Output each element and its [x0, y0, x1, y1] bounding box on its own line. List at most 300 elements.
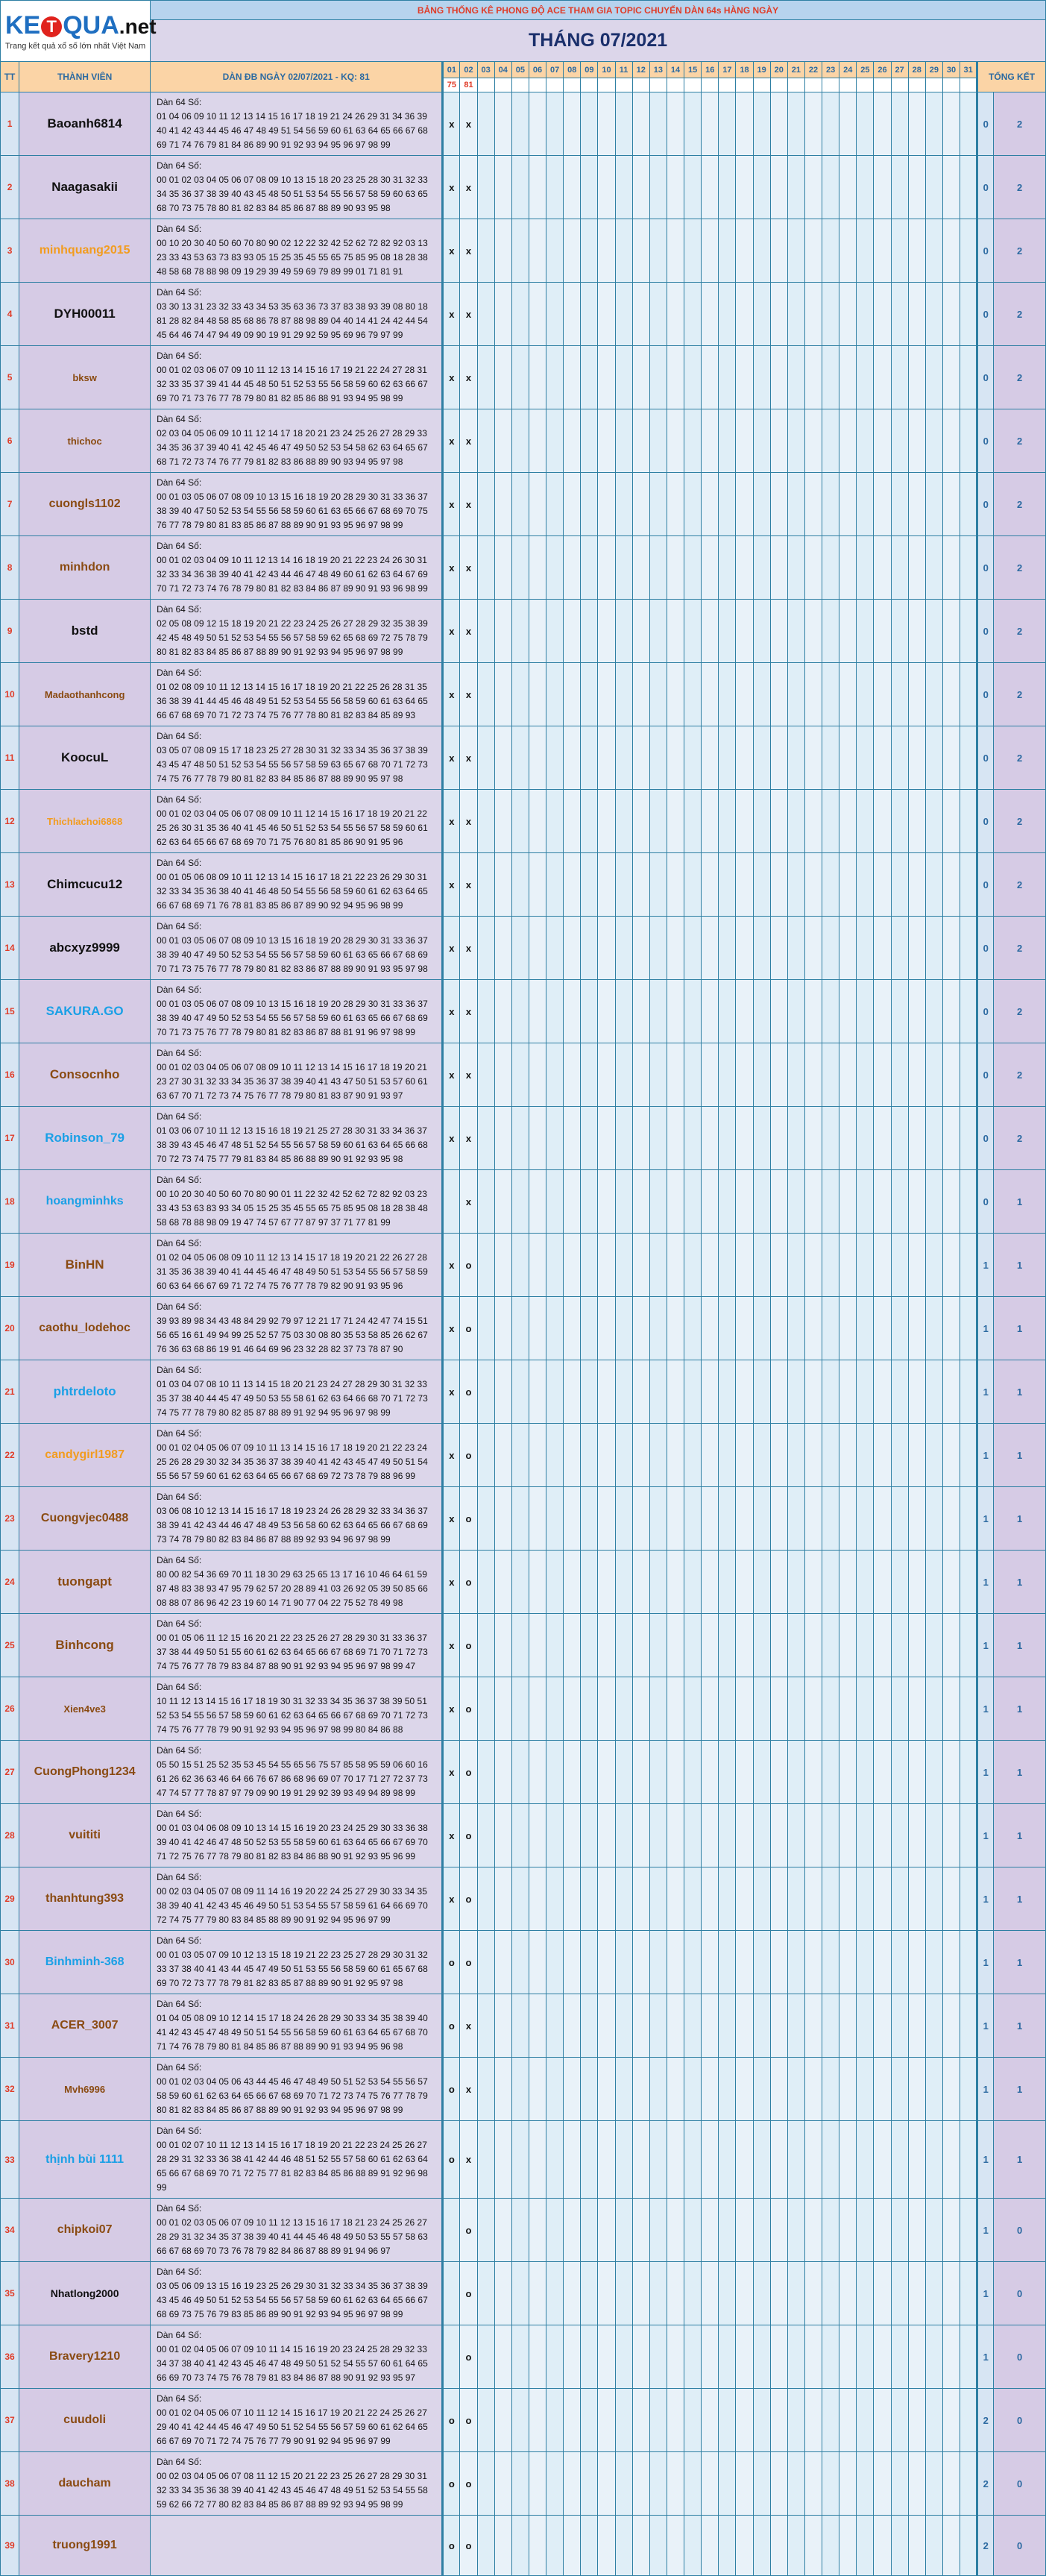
- day-cell: x: [460, 1994, 477, 2058]
- day-cell: [719, 2199, 736, 2262]
- day-cell: [874, 1804, 891, 1867]
- day-cell: x: [460, 726, 477, 790]
- day-cell: [598, 2452, 615, 2516]
- total-score: 2: [994, 853, 1046, 917]
- day-cell: [874, 1107, 891, 1170]
- day-cell: [632, 790, 649, 853]
- total-score: 1: [994, 1234, 1046, 1297]
- logo-text-ke: KE: [5, 10, 41, 40]
- day-cell: [649, 2325, 667, 2389]
- day-cell: [857, 1804, 874, 1867]
- member-name[interactable]: truong1991: [19, 2516, 151, 2576]
- day-cell: [804, 1234, 822, 1297]
- day-cell: [649, 219, 667, 283]
- day-cell: [684, 1234, 702, 1297]
- day-cell: [511, 726, 529, 790]
- day-cell: [804, 1360, 822, 1424]
- day-cell: x: [460, 600, 477, 663]
- dan-label: Dàn 64 Số:: [157, 858, 202, 868]
- day-cell: [581, 790, 598, 853]
- day-cell: [615, 1424, 632, 1487]
- day-cell: [598, 1107, 615, 1170]
- dan-number-list: 01 03 06 07 10 11 12 13 15 16 18 19 21 25 27 28 30 31 33 34 36 37 38 39 43 45 46 47 48 51 52 54 55 56 57 58 59 60 61 63 64 65 66 68 70 72 73 74 75 77 79 81 83 84 85 86 88 89 90 91 92 93 95 98: [157, 1125, 428, 1164]
- day-cell: [494, 600, 511, 663]
- member-name[interactable]: phtrdeloto: [19, 1360, 151, 1424]
- member-name[interactable]: Cuongvjec0488: [19, 1487, 151, 1551]
- day-cell: [615, 2452, 632, 2516]
- dan-label: Dàn 64 Số:: [157, 477, 202, 488]
- day-cell: [632, 1170, 649, 1234]
- dan-numbers: [151, 1234, 443, 1297]
- day-cell: [615, 346, 632, 409]
- day-cell: [477, 2452, 494, 2516]
- day-cell: [753, 790, 770, 853]
- day-cell: [719, 1867, 736, 1931]
- day-cell: [787, 726, 804, 790]
- member-name[interactable]: cuudoli: [19, 2389, 151, 2452]
- dan-numbers: [151, 1424, 443, 1487]
- day-cell: [942, 2262, 960, 2325]
- day-cell: [960, 1931, 977, 1994]
- day-cell: x: [443, 663, 460, 726]
- dan-number-list: 00 01 03 05 06 07 08 09 10 13 15 16 18 19 20 28 29 30 31 33 36 37 38 39 40 47 49 50 52 53 54 55 56 57 58 59 60 61 63 65 66 67 68 69 70 71 73 75 76 77 78 79 80 81 82 83 86 87 88 89 90 91 93 95 97 98: [157, 935, 428, 974]
- day-cell: [787, 219, 804, 283]
- day-cell: [615, 409, 632, 473]
- dan-label: Dàn 64 Số:: [157, 1301, 202, 1312]
- day-cell: [581, 917, 598, 980]
- total-score: 2: [994, 92, 1046, 156]
- dan-numbers: [151, 2452, 443, 2516]
- day-cell: [494, 2121, 511, 2199]
- day-cell: [598, 1867, 615, 1931]
- day-cell: [529, 1487, 546, 1551]
- day-cell: [822, 92, 839, 156]
- member-row: [1, 2262, 1046, 2325]
- member-name[interactable]: Robinson_79: [19, 1107, 151, 1170]
- day-cell: [770, 1741, 787, 1804]
- member-name[interactable]: Nhatlong2000: [19, 2262, 151, 2325]
- member-name[interactable]: Naagasakii: [19, 156, 151, 219]
- day-cell: [511, 917, 529, 980]
- day-cell: [753, 346, 770, 409]
- member-row: [1, 536, 1046, 600]
- member-name[interactable]: thịnh bùi 1111: [19, 2121, 151, 2199]
- day-cell: [598, 1741, 615, 1804]
- day-cell: [529, 1297, 546, 1360]
- member-name[interactable]: vuititi: [19, 1804, 151, 1867]
- day-cell: [925, 1741, 942, 1804]
- day-cell: [960, 1867, 977, 1931]
- dan-number-list: 00 01 02 04 05 06 07 09 10 11 14 15 16 19 20 23 24 25 28 29 32 33 34 37 38 40 41 42 43 45 46 47 48 49 50 51 52 54 55 57 60 61 64 65 66 69 70 73 74 75 76 78 79 81 83 84 86 87 88 90 91 92 93 95 97: [157, 2344, 428, 2383]
- day-cell: x: [443, 219, 460, 283]
- row-number: 14: [1, 917, 19, 980]
- day-cell: [891, 917, 908, 980]
- total-hits: 0: [977, 536, 994, 600]
- day-cell: [753, 1043, 770, 1107]
- day-cell: [564, 409, 581, 473]
- row-number: 10: [1, 663, 19, 726]
- day-cell: [684, 1677, 702, 1741]
- day-cell: [477, 853, 494, 917]
- day-cell: [787, 1804, 804, 1867]
- day-cell: [511, 1994, 529, 2058]
- dan-number-list: 01 04 06 09 10 11 12 13 14 15 16 17 18 19 21 24 26 29 31 34 36 39 40 41 42 43 44 45 46 47 48 49 51 54 56 59 60 61 63 64 65 66 67 68 69 71 74 76 79 81 84 86 89 90 91 92 93 94 95 96 97 98 99: [157, 111, 428, 150]
- dan-number-list: 00 01 03 05 07 09 10 12 13 15 18 19 21 22 23 25 27 28 29 30 31 32 33 37 38 40 41 43 44 45 47 49 50 51 53 55 56 58 59 60 61 65 67 68 69 70 72 73 77 78 79 81 82 83 85 87 88 89 90 91 92 95 97 98: [157, 1950, 428, 1988]
- member-name[interactable]: bksw: [19, 346, 151, 409]
- day-cell: [649, 2058, 667, 2121]
- dan-numbers: [151, 156, 443, 219]
- day-cell: [839, 1804, 857, 1867]
- day-cell: [753, 2058, 770, 2121]
- day-cell: [581, 2516, 598, 2576]
- member-name[interactable]: Xien4ve3: [19, 1677, 151, 1741]
- day-cell: [925, 1994, 942, 2058]
- total-score: 0: [994, 2516, 1046, 2576]
- day-cell: [804, 2199, 822, 2262]
- dan-label: Dàn 64 Số:: [157, 414, 202, 424]
- day-cell: [511, 1424, 529, 1487]
- header-day: 29: [925, 62, 942, 78]
- day-cell: [564, 2325, 581, 2389]
- day-cell: [615, 726, 632, 790]
- day-cell: [702, 980, 719, 1043]
- dan-number-list: 03 05 06 09 13 15 16 19 23 25 26 29 30 31 32 33 34 35 36 37 38 39 43 45 46 49 50 51 52 53 54 55 56 57 58 59 60 61 62 63 64 65 66 67 68 69 73 75 76 79 83 85 86 89 90 91 92 93 94 95 96 97 98 99: [157, 2281, 428, 2319]
- day-cell: [667, 853, 684, 917]
- total-score: 2: [994, 473, 1046, 536]
- day-cell: [598, 1677, 615, 1741]
- day-cell: [719, 219, 736, 283]
- day-cell: [908, 1043, 925, 1107]
- day-cell: [581, 1297, 598, 1360]
- day-cell: [702, 2452, 719, 2516]
- day-cell: [667, 980, 684, 1043]
- day-cell: [874, 1994, 891, 2058]
- member-name[interactable]: thanhtung393: [19, 1867, 151, 1931]
- member-name[interactable]: hoangminhks: [19, 1170, 151, 1234]
- day-cell: [908, 1487, 925, 1551]
- row-number: 9: [1, 600, 19, 663]
- row-number: 21: [1, 1360, 19, 1424]
- day-cell: [908, 1234, 925, 1297]
- day-cell: [494, 473, 511, 536]
- day-cell: x: [443, 409, 460, 473]
- day-cell: [632, 346, 649, 409]
- day-cell: [564, 2058, 581, 2121]
- day-cell: x: [460, 219, 477, 283]
- day-cell: [511, 473, 529, 536]
- day-cell: [839, 1107, 857, 1170]
- member-name[interactable]: caothu_lodehoc: [19, 1297, 151, 1360]
- member-row: [1, 1297, 1046, 1360]
- dan-number-list: 00 01 03 04 06 08 09 10 13 14 15 16 19 20 23 24 25 29 30 33 36 38 39 40 41 42 46 47 48 50 52 53 55 58 59 60 61 63 64 65 66 67 69 70 71 72 75 76 77 78 79 80 81 82 83 84 86 88 90 91 92 93 95 96 99: [157, 1823, 428, 1862]
- day-cell: [477, 1551, 494, 1614]
- logo[interactable]: [1, 1, 157, 62]
- day-cell: [857, 600, 874, 663]
- member-name[interactable]: cuongls1102: [19, 473, 151, 536]
- day-cell: [787, 1994, 804, 2058]
- day-cell: [787, 2199, 804, 2262]
- day-cell: [770, 2262, 787, 2325]
- day-cell: [942, 1677, 960, 1741]
- total-score: 2: [994, 409, 1046, 473]
- member-name[interactable]: thichoc: [19, 409, 151, 473]
- member-name[interactable]: tuongapt: [19, 1551, 151, 1614]
- day-cell: [960, 790, 977, 853]
- member-name[interactable]: KoocuL: [19, 726, 151, 790]
- day-cell: [511, 536, 529, 600]
- day-cell: x: [443, 536, 460, 600]
- day-cell: [839, 1424, 857, 1487]
- day-cell: [684, 1931, 702, 1994]
- day-cell: [822, 2121, 839, 2199]
- day-cell: [564, 219, 581, 283]
- day-cell: [874, 917, 891, 980]
- day-cell: [787, 2389, 804, 2452]
- day-cell: [857, 663, 874, 726]
- total-score: 0: [994, 2199, 1046, 2262]
- member-name[interactable]: Binhminh-368: [19, 1931, 151, 1994]
- day-cell: [822, 600, 839, 663]
- day-cell: [891, 92, 908, 156]
- total-score: 1: [994, 1867, 1046, 1931]
- day-cell: [753, 2452, 770, 2516]
- dan-label: Dàn 64 Số:: [157, 287, 202, 298]
- day-cell: [649, 2262, 667, 2325]
- day-cell: [908, 1360, 925, 1424]
- day-cell: [632, 1297, 649, 1360]
- day-cell: [615, 1931, 632, 1994]
- day-cell: [804, 1677, 822, 1741]
- row-number: 32: [1, 2058, 19, 2121]
- header-day: 25: [857, 62, 874, 78]
- total-score: 0: [994, 2389, 1046, 2452]
- header-day: 13: [649, 62, 667, 78]
- day-cell: [960, 1804, 977, 1867]
- day-cell: [702, 1614, 719, 1677]
- member-name[interactable]: abcxyz9999: [19, 917, 151, 980]
- total-score: 1: [994, 1487, 1046, 1551]
- day-cell: [667, 156, 684, 219]
- member-name[interactable]: minhquang2015: [19, 219, 151, 283]
- day-cell: [494, 2452, 511, 2516]
- day-cell: [581, 1867, 598, 1931]
- day-cell: [857, 2389, 874, 2452]
- day-cell: [839, 1487, 857, 1551]
- total-hits: 1: [977, 1804, 994, 1867]
- day-cell: [925, 1931, 942, 1994]
- day-cell: [615, 1551, 632, 1614]
- day-cell: [804, 980, 822, 1043]
- member-name[interactable]: ACER_3007: [19, 1994, 151, 2058]
- member-name[interactable]: Madaothanhcong: [19, 663, 151, 726]
- member-name[interactable]: BinHN: [19, 1234, 151, 1297]
- row-number: 20: [1, 1297, 19, 1360]
- day-cell: [839, 283, 857, 346]
- row-number: 35: [1, 2262, 19, 2325]
- day-cell: [649, 790, 667, 853]
- member-row: [1, 409, 1046, 473]
- day-cell: [511, 2058, 529, 2121]
- day-cell: [702, 2389, 719, 2452]
- member-name[interactable]: candygirl1987: [19, 1424, 151, 1487]
- day-cell: [804, 473, 822, 536]
- day-cell: [839, 2262, 857, 2325]
- total-hits: 0: [977, 1043, 994, 1107]
- row-number: 24: [1, 1551, 19, 1614]
- day-cell: [839, 917, 857, 980]
- total-hits: 0: [977, 980, 994, 1043]
- day-cell: [891, 156, 908, 219]
- day-cell: [874, 1677, 891, 1741]
- day-cell: [942, 790, 960, 853]
- day-cell: [546, 2452, 564, 2516]
- day-cell: x: [460, 663, 477, 726]
- row-number: 16: [1, 1043, 19, 1107]
- day-cell: [477, 600, 494, 663]
- day-cell: [891, 853, 908, 917]
- day-cell: [804, 2121, 822, 2199]
- logo-ball-icon: T: [41, 16, 62, 37]
- day-cell: [702, 1867, 719, 1931]
- member-name[interactable]: Chimcucu12: [19, 853, 151, 917]
- day-cell: x: [443, 473, 460, 536]
- result-empty-cell: [787, 78, 804, 92]
- day-cell: [908, 283, 925, 346]
- day-cell: [564, 2121, 581, 2199]
- day-cell: [822, 219, 839, 283]
- day-cell: [891, 283, 908, 346]
- header-day: 22: [804, 62, 822, 78]
- day-cell: [753, 1487, 770, 1551]
- day-cell: [857, 1931, 874, 1994]
- day-cell: [719, 1234, 736, 1297]
- member-name[interactable]: daucham: [19, 2452, 151, 2516]
- member-name[interactable]: bstd: [19, 600, 151, 663]
- member-row: [1, 1107, 1046, 1170]
- day-cell: o: [460, 2452, 477, 2516]
- day-cell: [736, 219, 753, 283]
- member-name[interactable]: Thichlachoi6868: [19, 790, 151, 853]
- day-cell: [649, 1994, 667, 2058]
- day-cell: [942, 2199, 960, 2262]
- member-row: [1, 1741, 1046, 1804]
- day-cell: [684, 1424, 702, 1487]
- day-cell: [960, 2121, 977, 2199]
- total-score: 2: [994, 346, 1046, 409]
- day-cell: [753, 219, 770, 283]
- day-cell: [822, 1360, 839, 1424]
- day-cell: [615, 1804, 632, 1867]
- total-hits: 0: [977, 219, 994, 283]
- day-cell: x: [460, 536, 477, 600]
- day-cell: [925, 2262, 942, 2325]
- day-cell: [822, 1614, 839, 1677]
- day-cell: [942, 219, 960, 283]
- day-cell: [908, 1931, 925, 1994]
- day-cell: [908, 2121, 925, 2199]
- day-cell: [753, 1107, 770, 1170]
- day-cell: [736, 1107, 753, 1170]
- member-name[interactable]: Consocnho: [19, 1043, 151, 1107]
- dan-label: Dàn 64 Số:: [157, 1428, 202, 1439]
- day-cell: [598, 2199, 615, 2262]
- header-day: 14: [667, 62, 684, 78]
- day-cell: [632, 1551, 649, 1614]
- day-cell: [632, 2199, 649, 2262]
- day-cell: [581, 1677, 598, 1741]
- day-cell: [770, 1297, 787, 1360]
- member-name[interactable]: DYH00011: [19, 283, 151, 346]
- day-cell: [891, 2516, 908, 2576]
- dan-label: Dàn 64 Số:: [157, 2330, 202, 2340]
- day-cell: [684, 2262, 702, 2325]
- day-cell: [719, 2325, 736, 2389]
- day-cell: [615, 156, 632, 219]
- day-cell: [822, 1677, 839, 1741]
- day-cell: [581, 2325, 598, 2389]
- day-cell: [770, 536, 787, 600]
- day-cell: [598, 1297, 615, 1360]
- day-cell: [753, 1931, 770, 1994]
- member-name[interactable]: minhdon: [19, 536, 151, 600]
- day-cell: [529, 2058, 546, 2121]
- day-cell: [564, 1487, 581, 1551]
- day-cell: [494, 1551, 511, 1614]
- day-cell: [719, 1741, 736, 1804]
- day-cell: [960, 346, 977, 409]
- day-cell: [494, 2389, 511, 2452]
- dan-numbers: [151, 1867, 443, 1931]
- day-cell: [702, 1234, 719, 1297]
- total-hits: 1: [977, 1424, 994, 1487]
- day-cell: [511, 790, 529, 853]
- day-cell: [839, 2516, 857, 2576]
- row-number: 17: [1, 1107, 19, 1170]
- day-cell: [942, 600, 960, 663]
- day-cell: [736, 2516, 753, 2576]
- dan-number-list: 00 01 03 05 06 07 08 09 10 13 15 16 18 19 20 28 29 30 31 33 36 37 38 39 40 47 49 50 52 53 54 55 56 57 58 59 60 61 63 65 66 67 68 69 70 71 73 75 76 77 78 79 80 81 82 83 86 87 88 81 91 96 97 98 99: [157, 999, 428, 1037]
- member-name[interactable]: Bravery1210: [19, 2325, 151, 2389]
- day-cell: [702, 1170, 719, 1234]
- day-cell: [649, 663, 667, 726]
- day-cell: x: [443, 156, 460, 219]
- day-cell: [615, 663, 632, 726]
- member-name[interactable]: chipkoi07: [19, 2199, 151, 2262]
- day-cell: [667, 1741, 684, 1804]
- day-cell: [546, 1424, 564, 1487]
- day-cell: [804, 1424, 822, 1487]
- day-cell: [925, 726, 942, 790]
- day-cell: [477, 1107, 494, 1170]
- member-name[interactable]: Mvh6996: [19, 2058, 151, 2121]
- day-cell: [443, 2325, 460, 2389]
- day-cell: [925, 473, 942, 536]
- dan-label: Dàn 64 Số:: [157, 1935, 202, 1946]
- day-cell: [615, 1360, 632, 1424]
- day-cell: [822, 790, 839, 853]
- day-cell: [581, 726, 598, 790]
- day-cell: [546, 1487, 564, 1551]
- member-name[interactable]: Baoanh6814: [19, 92, 151, 156]
- member-name[interactable]: CuongPhong1234: [19, 1741, 151, 1804]
- day-cell: [477, 346, 494, 409]
- day-cell: [925, 1424, 942, 1487]
- dan-label: Dàn 64 Số:: [157, 1238, 202, 1248]
- day-cell: [598, 536, 615, 600]
- member-name[interactable]: Binhcong: [19, 1614, 151, 1677]
- member-name[interactable]: SAKURA.GO: [19, 980, 151, 1043]
- day-cell: [960, 2058, 977, 2121]
